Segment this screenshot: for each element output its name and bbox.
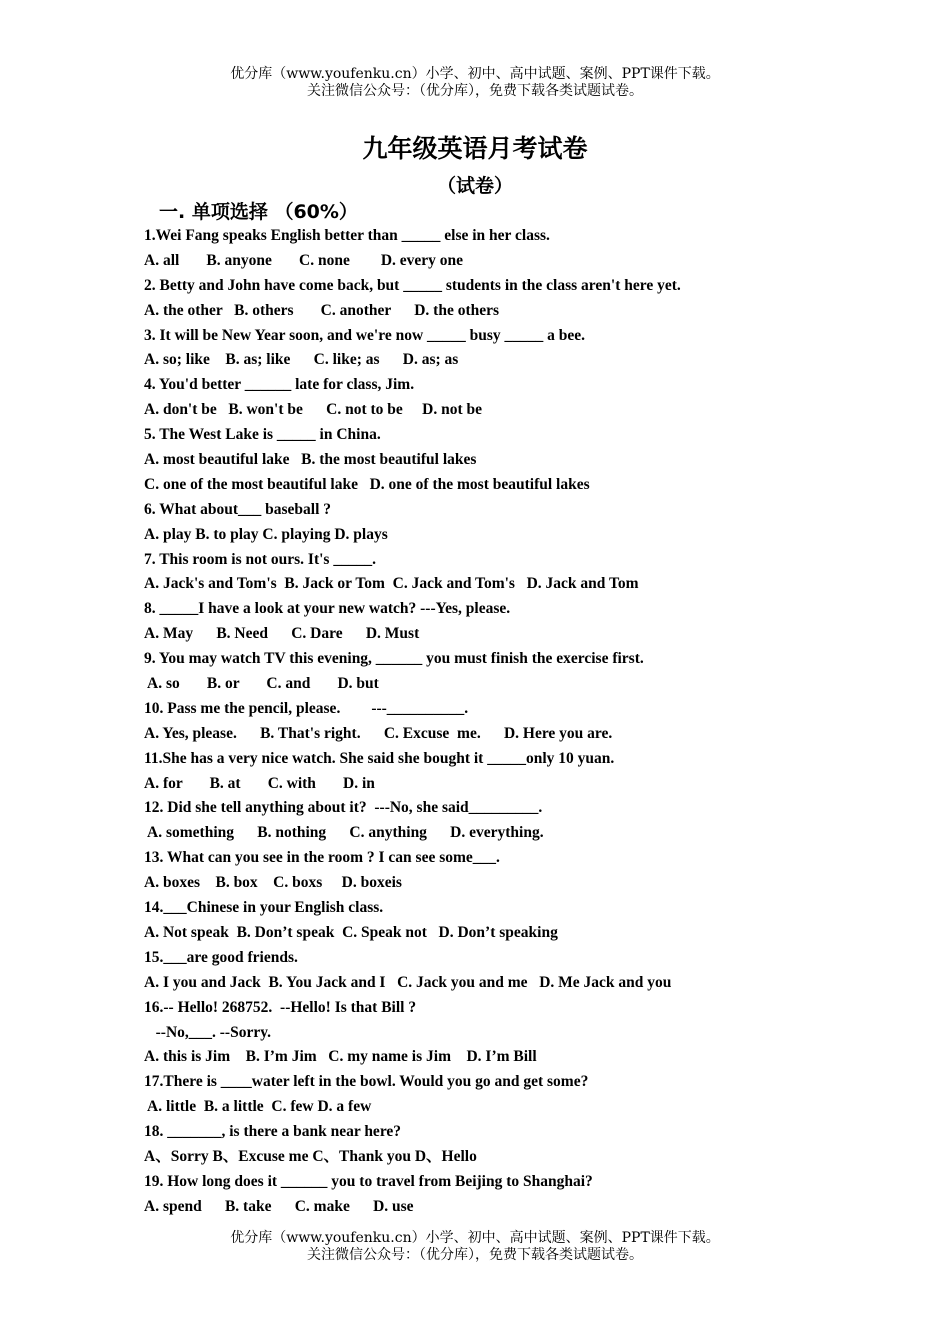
question-line: 16.-- Hello! 268752. --Hello! Is that Bill ? (144, 998, 417, 1016)
question-line: 14.___Chinese in your English class. (144, 899, 384, 917)
header-line-2: 关注微信公众号：（优分库），免费下载各类试题试卷。 (307, 83, 643, 99)
options-line: A. Yes, please. B. That's right. C. Excuse me. D. Here you are. (144, 724, 613, 742)
options-line: A. Jack's and Tom's B. Jack or Tom C. Jack and Tom's D. Jack and Tom (144, 575, 639, 593)
page-footer (0, 1230, 950, 1264)
exam-title: 九年级英语月考试卷 (362, 134, 588, 163)
options-line: A. so; like B. as; like C. like; as D. as; as (144, 351, 459, 369)
options-line: A. play B. to play C. playing D. plays (144, 525, 388, 543)
footer-line-1: 优分库（www.youfenku.cn）小学、初中、高中试题、案例、PPT课件下载。 (230, 1230, 720, 1246)
question-line: --No,___. --Sorry. (144, 1023, 271, 1041)
question-line: 4. You'd better ______ late for class, Jim. (144, 376, 415, 394)
options-line: A. little B. a little C. few D. a few (144, 1098, 372, 1116)
question-line: 9. You may watch TV this evening, ______ you must finish the exercise first. (144, 650, 644, 668)
options-line: A. the other B. others C. another D. the others (144, 301, 500, 319)
question-line: 15.___are good friends. (144, 948, 298, 966)
question-line: 18. _______, is there a bank near here? (144, 1123, 402, 1141)
question-line: 11.She has a very nice watch. She said she bought it _____only 10 yuan. (144, 749, 615, 767)
question-line: 10. Pass me the pencil, please. ---__________. (144, 699, 469, 717)
section-title: 一. 单项选择 （60%） (159, 201, 358, 223)
question-line: 3. It will be New Year soon, and we're now _____ busy _____ a bee. (144, 326, 586, 344)
question-line: 13. What can you see in the room ? I can see some___. (144, 849, 500, 867)
options-line: A. boxes B. box C. boxs D. boxeis (144, 874, 402, 892)
options-line: A、Sorry B、Excuse me C、Thank you D、Hello (144, 1147, 477, 1165)
options-line: A. Not speak B. Don’t speak C. Speak not D. Don’t speaking (144, 923, 558, 941)
options-line: A. all B. anyone C. none D. every one (144, 251, 464, 269)
options-line: A. so B. or C. and D. but (144, 675, 379, 693)
options-line: A. something B. nothing C. anything D. everything. (144, 824, 544, 842)
options-line: A. spend B. take C. make D. use (144, 1197, 414, 1215)
question-line: 6. What about___ baseball ? (144, 500, 332, 518)
footer-line-2: 关注微信公众号：（优分库），免费下载各类试题试卷。 (307, 1247, 643, 1263)
question-line: 7. This room is not ours. It's _____. (144, 550, 376, 568)
options-line: A. for B. at C. with D. in (144, 774, 375, 792)
question-line: 12. Did she tell anything about it? ---No, she said_________. (144, 799, 543, 817)
options-line: A. don't be B. won't be C. not to be D. not be (144, 401, 483, 419)
options-line: A. most beautiful lake B. the most beautiful lakes (144, 451, 477, 469)
question-line: 8. _____I have a look at your new watch? ---Yes, please. (144, 600, 511, 618)
header-line-1: 优分库（www.youfenku.cn）小学、初中、高中试题、案例、PPT课件下载。 (230, 66, 720, 82)
options-line: A. I you and Jack B. You Jack and I C. Jack you and me D. Me Jack and you (144, 973, 672, 991)
question-line: 17.There is ____water left in the bowl. Would you go and get some? (144, 1073, 589, 1091)
options-line: C. one of the most beautiful lake D. one of the most beautiful lakes (144, 475, 590, 493)
question-list (144, 224, 864, 1220)
question-line: 19. How long does it ______ you to travel from Beijing to Shanghai? (144, 1172, 593, 1190)
options-line: A. this is Jim B. I’m Jim C. my name is Jim D. I’m Bill (144, 1048, 537, 1066)
options-line: A. May B. Need C. Dare D. Must (144, 625, 420, 643)
exam-subtitle: （试卷） (436, 175, 513, 197)
question-line: 2. Betty and John have come back, but _____ students in the class aren't here yet. (144, 276, 681, 294)
page-header (0, 66, 950, 100)
question-line: 1.Wei Fang speaks English better than _____ else in her class. (144, 227, 550, 244)
question-line: 5. The West Lake is _____ in China. (144, 426, 381, 444)
